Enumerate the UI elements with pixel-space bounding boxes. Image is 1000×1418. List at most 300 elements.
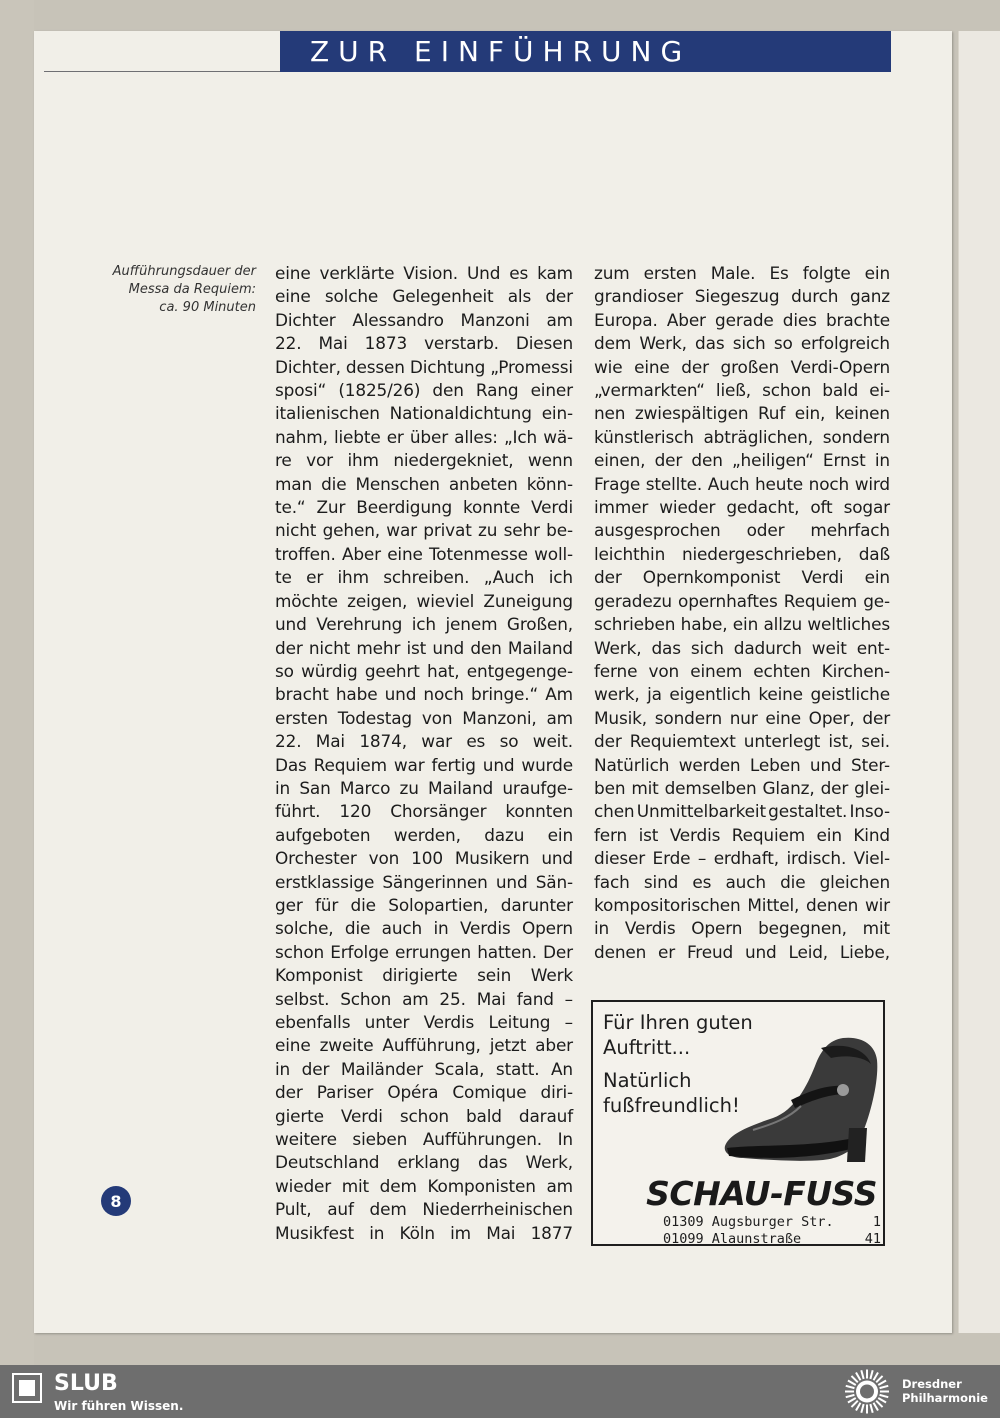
text-line (594, 754, 890, 777)
text-line (594, 800, 890, 823)
word: es (509, 263, 529, 283)
word: bald (822, 380, 859, 401)
text-line (594, 777, 890, 800)
word: in (369, 1222, 385, 1243)
text-line (275, 1175, 573, 1198)
word: Comique (452, 1082, 527, 1103)
word: Mailand (428, 777, 494, 798)
word: entgegenge- (466, 660, 573, 681)
text-line (594, 426, 890, 449)
word: denen (806, 894, 859, 915)
word: darunter (500, 894, 573, 915)
word: leichthin (594, 543, 666, 564)
text-line (594, 519, 890, 542)
text-line (275, 1105, 573, 1128)
word: Mai (318, 333, 348, 354)
word: – (564, 1012, 573, 1032)
text-line (275, 519, 573, 542)
ad-subline-line: Natürlich (603, 1069, 692, 1092)
word: durch (791, 286, 839, 307)
word: errungen (395, 941, 472, 962)
word: die (344, 918, 371, 939)
word: troffen. (275, 543, 336, 564)
text-line (594, 356, 890, 379)
word: Manzoni, (462, 707, 537, 728)
text-line (275, 1081, 573, 1104)
word: fach (594, 871, 630, 892)
word: Menschen (355, 473, 440, 494)
word: erfolgreich (800, 333, 890, 354)
text-line (275, 894, 573, 917)
word: es (692, 871, 712, 892)
word: in (433, 918, 449, 939)
word: Ster- (851, 754, 890, 775)
word: in (874, 450, 890, 471)
word: irdisch. (786, 848, 847, 869)
text-line (594, 473, 890, 496)
word: keinen (834, 403, 890, 424)
word: Mittel, (747, 894, 800, 915)
word: Werk, (525, 1152, 573, 1173)
word: aufgeboten (275, 824, 371, 845)
word: schon (275, 941, 325, 962)
word: Nationaldichtung (389, 403, 532, 424)
text-line (275, 1222, 573, 1245)
word: ein (732, 614, 759, 635)
word: 22. (275, 333, 302, 354)
word: darauf (518, 1105, 573, 1126)
word: geehrt (364, 660, 420, 681)
word: Manzoni (460, 309, 530, 330)
word: ent- (856, 637, 890, 658)
word: eine (634, 356, 670, 377)
text-line (594, 402, 890, 425)
word: opernhaftes (678, 590, 778, 611)
word: „Ich (503, 426, 538, 447)
word: wieviel (416, 590, 475, 611)
word: Sängerinnen (382, 871, 488, 892)
word: Todestag (337, 707, 412, 728)
word: Verdi-Opern (790, 356, 890, 377)
dp-name-line: Philharmonie (902, 1391, 988, 1405)
word: fern (594, 824, 628, 845)
word: Totenmesse (429, 543, 528, 564)
word: war (386, 520, 417, 541)
word: am (402, 988, 429, 1009)
logo-ray (856, 1372, 861, 1380)
logo-ray (876, 1376, 882, 1382)
word: – (564, 988, 573, 1009)
word: nen (594, 403, 626, 424)
word: privat (423, 520, 472, 541)
logo-ray (846, 1386, 855, 1388)
word: niedergeschrieben, (681, 543, 842, 564)
logo-ray (880, 1386, 889, 1388)
word: dem (369, 1199, 407, 1220)
word: te.“ (275, 497, 306, 518)
word: im (450, 1222, 471, 1243)
word: kam (537, 263, 573, 283)
text-line (594, 871, 890, 894)
text-line (275, 262, 573, 285)
word: Dichter, (275, 356, 341, 377)
logo-ray (851, 1401, 857, 1407)
word: konnte (463, 497, 521, 518)
word: bringe.“ (471, 684, 539, 705)
word: das (478, 1152, 508, 1173)
text-line (275, 964, 573, 987)
word: es (466, 731, 486, 752)
word: eigentlich (669, 684, 751, 705)
word: Gelegenheit (392, 286, 494, 307)
word: in (275, 777, 291, 798)
word: könn- (526, 473, 573, 494)
text-line (594, 917, 890, 940)
text-line (275, 473, 573, 496)
word: der (545, 286, 573, 307)
word: Leid, (788, 941, 829, 962)
word: Musik, (594, 707, 648, 728)
word: ger (275, 894, 303, 915)
word: sich (690, 637, 724, 658)
text-line (275, 285, 573, 308)
word: hatten. (477, 941, 537, 962)
word: Dichtung (409, 356, 486, 377)
word: aber (535, 1035, 573, 1056)
text-line (275, 707, 573, 730)
word: einen, (594, 450, 646, 471)
word: ein (547, 824, 573, 845)
word: nicht (275, 520, 317, 541)
word: gedacht, (726, 497, 800, 518)
word: ein, (794, 403, 826, 424)
word: Alessandro (352, 309, 444, 330)
word: Marco (339, 777, 391, 798)
word: der (820, 777, 849, 798)
text-line (275, 800, 573, 823)
word: Musikern (454, 848, 530, 869)
word: in (275, 1058, 291, 1079)
text-line (275, 402, 573, 425)
word: werden (678, 754, 741, 775)
word: dieser (594, 848, 646, 869)
word: und (495, 871, 528, 892)
word: nur (729, 707, 758, 728)
word: 100 (411, 848, 443, 869)
word: dessen (345, 356, 405, 377)
word: „heiligen“ (731, 450, 814, 471)
word: ei- (869, 380, 890, 401)
word: Aufführung, (382, 1035, 481, 1056)
page-number-badge: 8 (101, 1186, 131, 1216)
word: und (744, 941, 777, 962)
word: fertig (431, 754, 476, 775)
word: grandioser (594, 286, 684, 307)
logo-ray (870, 1370, 872, 1379)
text-line (275, 941, 573, 964)
word: abträglichen, (703, 426, 814, 447)
word: 1874, (359, 731, 407, 752)
word: von (421, 707, 453, 728)
word: den (470, 637, 502, 658)
word: Freud (686, 941, 734, 962)
word: und (384, 684, 417, 705)
word: Requiem (783, 590, 858, 611)
word: Leitung (488, 1012, 551, 1032)
shoe-illustration (703, 1008, 883, 1176)
word: mehr (356, 637, 401, 658)
word: so (275, 660, 294, 681)
word: Mai (476, 988, 506, 1009)
word: re (275, 450, 292, 471)
word: hat, (427, 660, 460, 681)
logo-ray (876, 1401, 882, 1407)
word: San (299, 777, 331, 798)
word: – (697, 848, 707, 869)
word: ist (638, 824, 659, 845)
text-line (594, 824, 890, 847)
word: habe, (680, 614, 728, 635)
sidenote-duration (100, 263, 256, 317)
text-line (275, 917, 573, 940)
word: mit (631, 777, 659, 798)
word: selbst. (275, 988, 330, 1009)
word: jenem (445, 614, 498, 635)
text-column-left (275, 262, 573, 1245)
word: man (275, 473, 313, 494)
word: gehen, (322, 520, 380, 541)
word: Orchester (275, 848, 357, 869)
word: oft (810, 497, 833, 518)
text-line (594, 894, 890, 917)
word: Verdis (459, 918, 511, 939)
word: Verdis (624, 918, 676, 939)
text-line (275, 449, 573, 472)
word: (1825/26) (338, 380, 421, 401)
text-line (275, 309, 573, 332)
ad-address-row (663, 1214, 881, 1230)
word: erdhaft, (713, 848, 779, 869)
word: Musikfest (275, 1222, 354, 1243)
word: brachte (825, 309, 890, 330)
word: dem (379, 1175, 417, 1196)
word: ihm (337, 567, 369, 588)
footer-bar (0, 1365, 1000, 1418)
word: sogar (843, 497, 890, 518)
text-line (275, 379, 573, 402)
word: Dichter (275, 309, 336, 330)
word: solche, (275, 918, 334, 939)
word: das (651, 637, 681, 658)
word: heute (754, 473, 804, 494)
dresdner-philharmonie-name (902, 1377, 988, 1405)
word: ist (406, 637, 427, 658)
word: führt. (275, 801, 321, 822)
word: Verdis (423, 1012, 475, 1032)
word: auf (327, 1199, 354, 1220)
word: so (773, 333, 793, 354)
word: sein (477, 965, 512, 986)
ad-address: 01099 Alaunstraße (663, 1231, 802, 1247)
word: Zur (316, 497, 346, 518)
text-line (594, 285, 890, 308)
logo-ray (870, 1404, 872, 1413)
text-line (275, 590, 573, 613)
word: Beerdigung (356, 497, 453, 518)
word: mit (862, 918, 890, 939)
word: Komponisten (427, 1175, 536, 1196)
word: Viel- (853, 848, 890, 869)
word: oder (746, 520, 785, 541)
logo-ray (848, 1381, 856, 1386)
word: die (350, 894, 376, 915)
word: als (507, 286, 532, 307)
word: geradezu (594, 590, 672, 611)
word: Aber (341, 543, 381, 564)
text-line (594, 496, 890, 519)
text-line (594, 379, 890, 402)
logo-ray (851, 1376, 857, 1382)
word: Ernst (822, 450, 866, 471)
word: Opern (691, 918, 743, 939)
word: ich (548, 567, 573, 588)
text-line (275, 637, 573, 660)
word: bracht (275, 684, 329, 705)
word: Diesen (515, 333, 573, 354)
word: die (780, 871, 806, 892)
word: ein- (541, 403, 573, 424)
word: demselben (664, 777, 757, 798)
word: Liebe, (839, 941, 890, 962)
word: Am (545, 684, 573, 705)
word: weit (811, 637, 847, 658)
word: einer (530, 380, 573, 401)
ad-brand: SCHAU-FUSS (646, 1174, 877, 1213)
word: der (301, 1058, 330, 1079)
text-line (275, 1151, 573, 1174)
ad-address-number: 1 (872, 1214, 881, 1230)
word: gleichen (819, 871, 890, 892)
text-line (594, 941, 890, 964)
word: weit. (532, 731, 573, 752)
word: keine (758, 684, 803, 705)
word: und (275, 614, 307, 635)
word: glei- (854, 777, 890, 798)
word: gestaltet. (768, 801, 848, 822)
word: wurde (521, 754, 573, 775)
word: erstklassige (275, 871, 375, 892)
word: Kind (853, 824, 890, 845)
word: sondern (822, 426, 890, 447)
text-line (594, 637, 890, 660)
word: dirigierte (382, 965, 458, 986)
word: Opéra (387, 1082, 439, 1103)
word: und (432, 637, 465, 658)
word: der (275, 1082, 303, 1103)
word: der (275, 637, 303, 658)
word: Unmittelbarkeit (636, 801, 766, 822)
adjacent-page-edge (958, 31, 1000, 1333)
word: nahm, (275, 426, 328, 447)
word: Mailand (507, 637, 573, 658)
slub-tagline: Wir führen Wissen. (54, 1399, 184, 1413)
text-line (594, 847, 890, 870)
word: er (306, 567, 324, 588)
word: allzu (763, 614, 803, 635)
word: von (648, 660, 680, 681)
text-line (275, 426, 573, 449)
word: Köln (399, 1222, 435, 1243)
advertisement-schau-fuss (591, 1000, 885, 1246)
ad-headline-line: Auftritt... (603, 1036, 691, 1059)
word: Auch (707, 473, 750, 494)
word: auch (725, 871, 766, 892)
word: Werk, (594, 637, 642, 658)
word: Europa. (594, 309, 658, 330)
word: war (393, 754, 425, 775)
word: In (557, 1129, 573, 1150)
word: eine (275, 1035, 311, 1056)
word: eine (275, 286, 311, 307)
logo-ray (861, 1404, 863, 1413)
word: Verdi (801, 567, 844, 588)
word: Solopartien, (388, 894, 489, 915)
word: Natürlich (594, 754, 670, 775)
word: dies (782, 309, 817, 330)
word: konnten (505, 801, 573, 822)
word: ich (411, 614, 436, 635)
word: gierte (275, 1105, 324, 1126)
word: Sän- (535, 871, 573, 892)
word: jetzt (489, 1035, 527, 1056)
word: Requiem (313, 754, 387, 775)
word: und (541, 848, 573, 869)
ad-address: 01309 Augsburger Str. (663, 1214, 834, 1230)
word: möchte (275, 590, 338, 611)
slub-logo-icon (12, 1373, 42, 1403)
word: dadurch (733, 637, 802, 658)
word: den (691, 450, 723, 471)
word: „Promessi (490, 356, 573, 377)
word: ist, (828, 731, 854, 752)
text-line (594, 309, 890, 332)
word: zweite (319, 1035, 374, 1056)
word: verklärte (319, 263, 395, 283)
word: denen (594, 941, 647, 962)
text-line (275, 496, 573, 519)
word: chen (594, 801, 635, 822)
text-line (275, 754, 573, 777)
word: Chorsänger (390, 801, 487, 822)
ad-address-number: 41 (864, 1231, 881, 1247)
word: ebenfalls (275, 1012, 351, 1032)
word: be- (546, 520, 573, 541)
word: in (594, 918, 610, 939)
word: er (386, 426, 404, 447)
ad-subline-line: fußfreundlich! (603, 1094, 740, 1117)
word: zeigen, (347, 590, 408, 611)
word: zu (399, 777, 419, 798)
word: An (550, 1058, 573, 1079)
word: Glanz, (762, 777, 815, 798)
text-line (594, 707, 890, 730)
word: statt. (495, 1058, 540, 1079)
word: am (546, 1175, 573, 1196)
text-line (275, 847, 573, 870)
word: ließ, (715, 380, 751, 401)
text-line (594, 660, 890, 683)
logo-ray (848, 1398, 856, 1403)
